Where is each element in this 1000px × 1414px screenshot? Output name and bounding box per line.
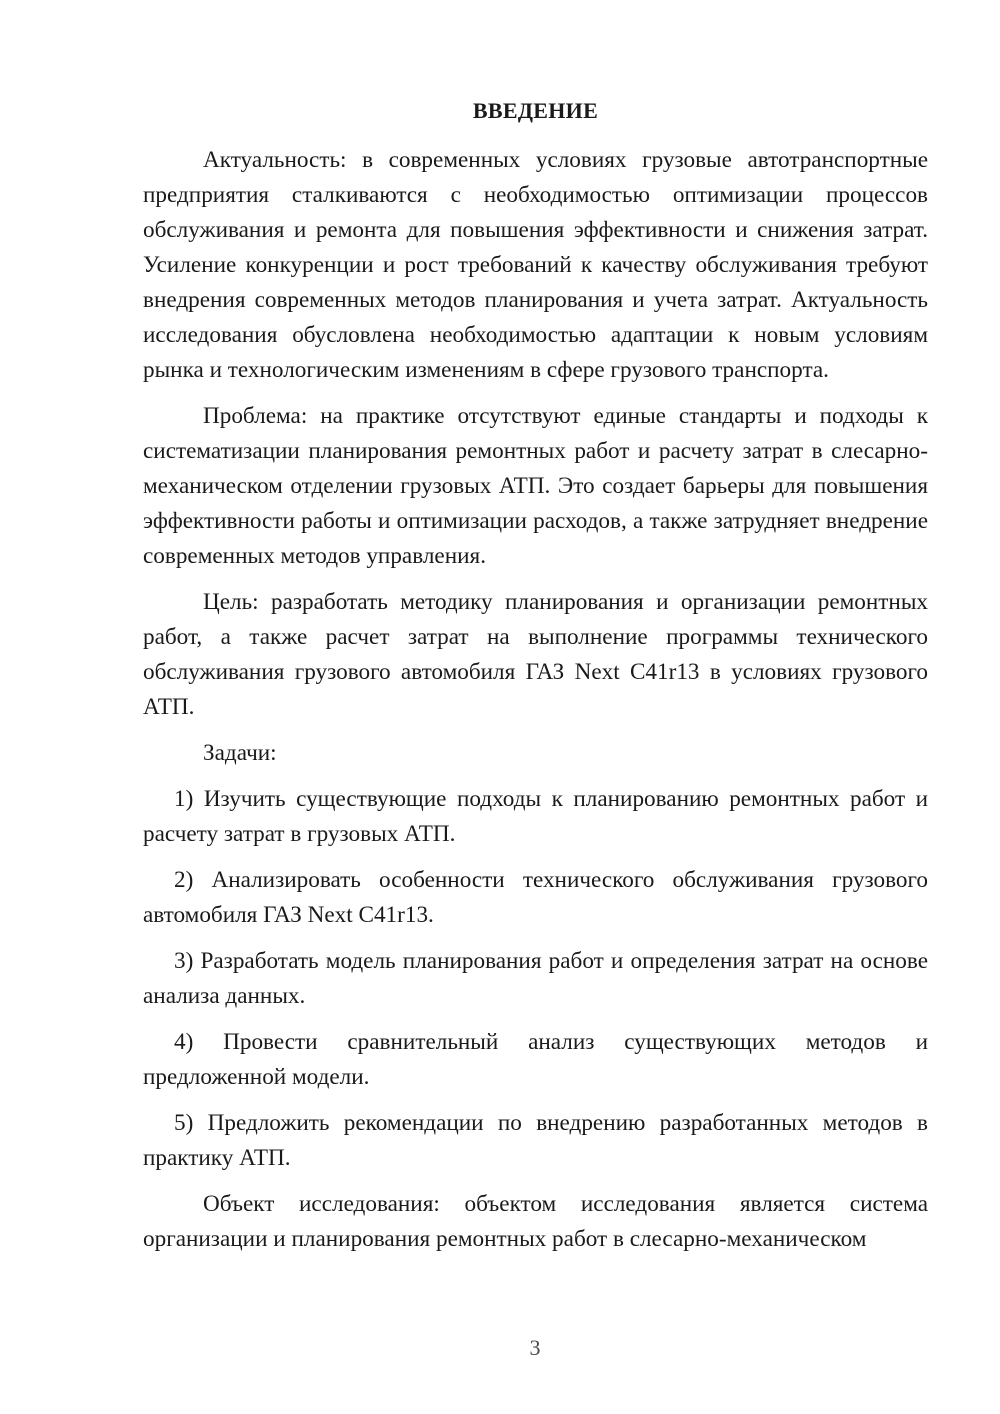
task-item-1: 1) Изучить существующие подходы к планированию ремонтных работ и расчету затрат в грузовых АТП. xyxy=(143,786,928,847)
task-item-4: 4) Провести сравнительный анализ существующих методов и предложенной модели. xyxy=(143,1029,928,1090)
body-text xyxy=(143,143,928,1268)
paragraph-problem: Проблема: на практике отсутствуют единые стандарты и подходы к систематизации планирования ремонтных работ и расчету затрат в слесарно-механическом отделении грузовых АТП. Это создает барьеры для повышения эффективности работы и оптимизации расходов, а также затрудняет внедрение современных методов управления. xyxy=(143,403,928,569)
paragraph-relevance: Актуальность: в современных условиях грузовые автотранспортные предприятия сталкиваются с необходимостью оптимизации процессов обслуживания и ремонта для повышения эффективности и снижения затрат. Усиление конкуренции и рост требований к качеству обслуживания требуют внедрения современных методов планирования и учета затрат. Актуальность исследования обусловлена необходимостью адаптации к новым условиям рынка и технологическим изменениям в сфере грузового транспорта. xyxy=(143,147,928,383)
task-item-2: 2) Анализировать особенности технического обслуживания грузового автомобиля ГАЗ Next С41r13. xyxy=(143,867,928,928)
paragraph-object: Объект исследования: объектом исследования является система организации и планирования ремонтных работ в слесарно-механическом xyxy=(143,1191,928,1252)
task-item-5: 5) Предложить рекомендации по внедрению разработанных методов в практику АТП. xyxy=(143,1110,928,1171)
section-heading: ВВЕДЕНИЕ xyxy=(472,98,599,123)
task-item-3: 3) Разработать модель планирования работ и определения затрат на основе анализа данных. xyxy=(143,948,928,1009)
page-number: 3 xyxy=(529,1335,541,1360)
paragraph-goal: Цель: разработать методику планирования и организации ремонтных работ, а также расчет затрат на выполнение программы технического обслуживания грузового автомобиля ГАЗ Next С41r13 в условиях грузового АТП. xyxy=(143,589,928,720)
tasks-title: Задачи: xyxy=(203,740,277,766)
